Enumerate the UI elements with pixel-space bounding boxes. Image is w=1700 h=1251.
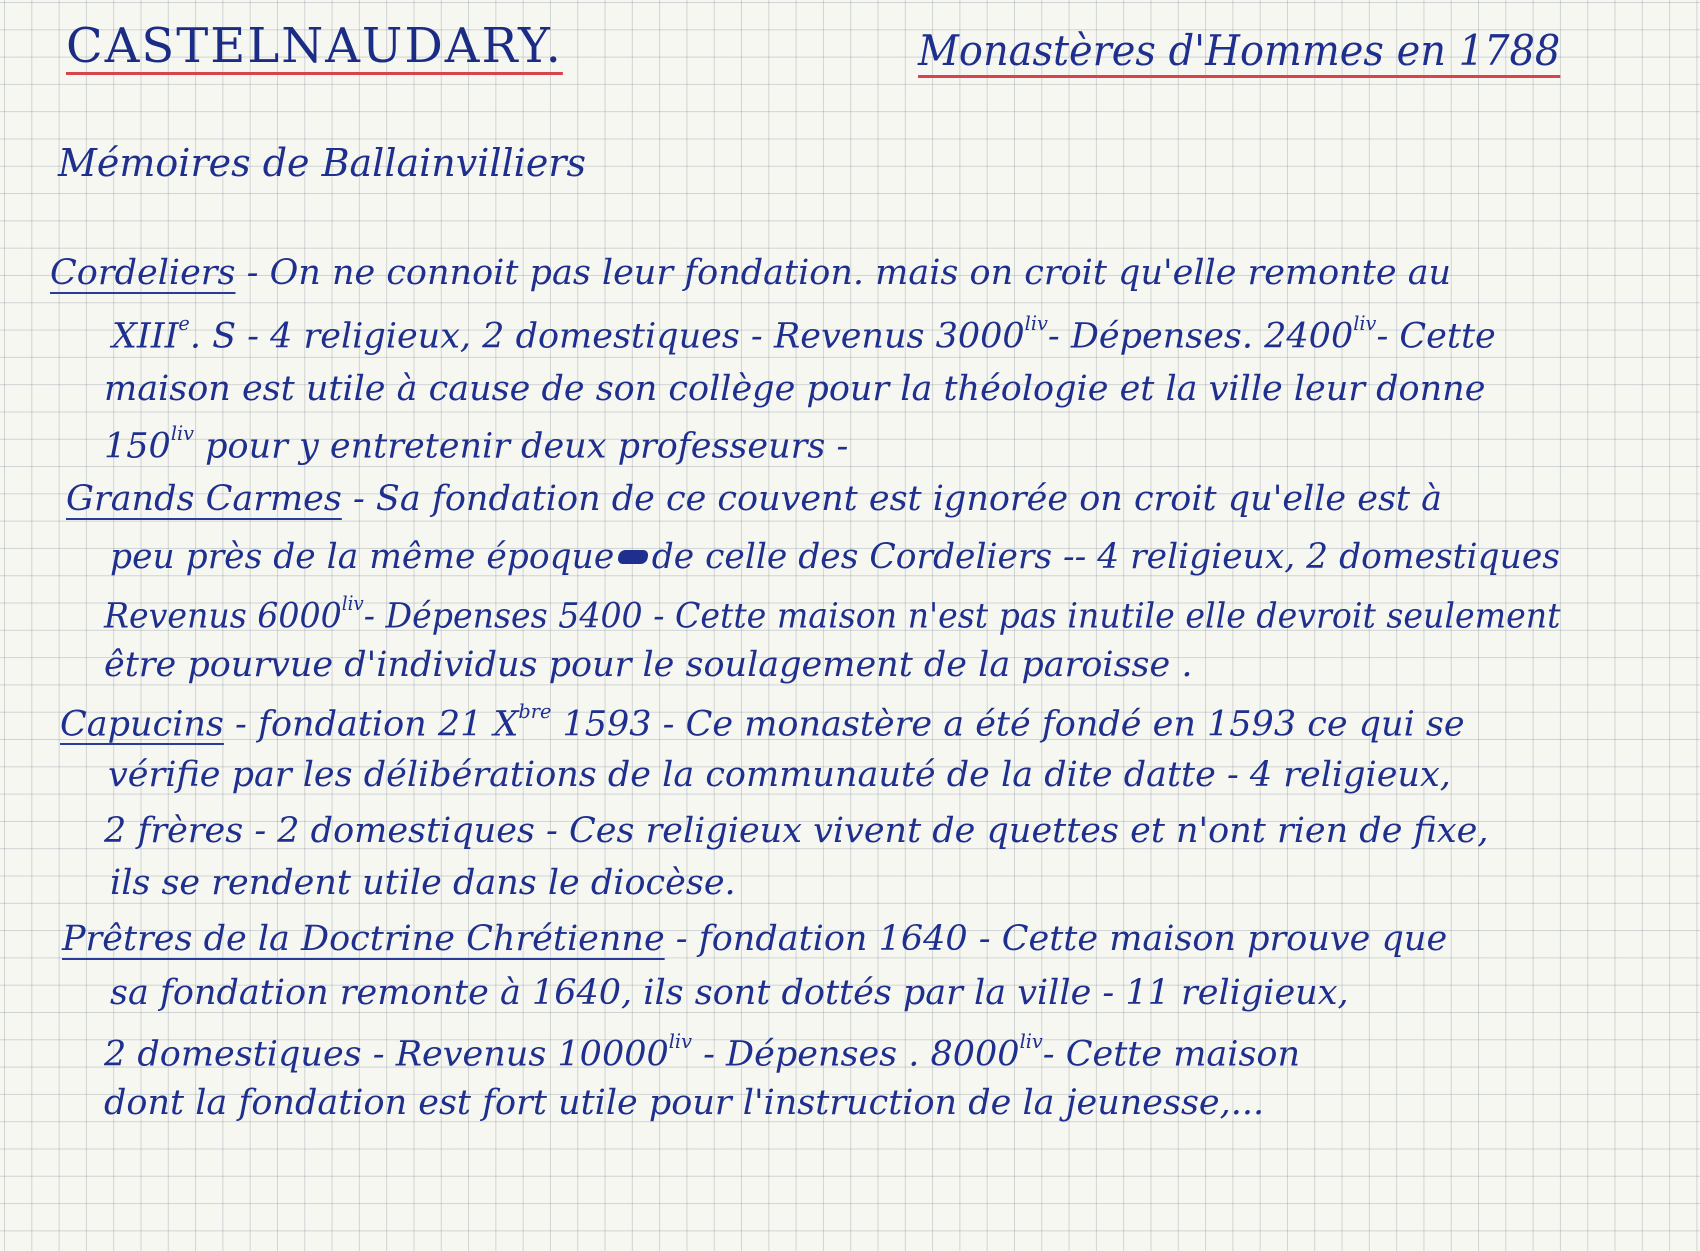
entry-text: de celle des Cordeliers -- 4 religieux, 2 domestiques — [651, 537, 1560, 577]
entry-text: vérifie par les délibérations de la communauté de la dite datte - 4 religieux, — [108, 755, 1451, 795]
entry-text: XIII — [112, 316, 179, 357]
entry-text: - Dépenses 5400 - Cette maison n'est pas inutile elle devroit seulement — [363, 596, 1561, 637]
entry-text: . S - 4 religieux, 2 domestiques - Revenus 3000 — [189, 316, 1025, 357]
entry-cordeliers-line-3 — [104, 369, 1486, 409]
entry-text: 1593 - Ce monastère a été fondé en 1593 ce qui se — [551, 704, 1465, 745]
entry-capucins-line-4 — [110, 863, 736, 903]
entry-text: dont la fondation est fort utile pour l'instruction de la jeunesse,... — [104, 1083, 1265, 1123]
entry-superscript: liv — [170, 422, 195, 445]
entry-text: pour y entretenir deux professeurs - — [194, 426, 849, 467]
entry-heading-cordeliers: Cordeliers — [50, 253, 236, 293]
entry-text: - Dépenses. 2400 — [1047, 316, 1354, 357]
entry-superscript: liv — [341, 592, 364, 615]
entry-superscript: liv — [1353, 312, 1377, 335]
entry-heading-capucins: Capucins — [60, 704, 224, 745]
entry-text: ils se rendent utile dans le diocèse. — [110, 863, 736, 903]
entry-doctrine-line-3 — [104, 1030, 1301, 1075]
entry-text: 2 frères - 2 domestiques - Ces religieux vivent de quettes et n'ont rien de fixe, — [104, 811, 1489, 851]
entry-text: peu près de la même époque — [110, 537, 615, 577]
entry-text: - Dépenses . 8000 — [691, 1034, 1020, 1075]
entry-cordeliers-line-1 — [50, 253, 1452, 293]
entry-text: - Cette maison — [1042, 1034, 1301, 1075]
entry-text: - On ne connoit pas leur fondation. mais on croit qu'elle remonte au — [246, 253, 1452, 293]
entry-heading-doctrine: Prêtres de la Doctrine Chrétienne — [62, 919, 665, 959]
entry-text: maison est utile à cause de son collège pour la théologie et la ville leur donne — [104, 369, 1486, 409]
entry-text: être pourvue d'individus pour le soulagement de la paroisse . — [104, 645, 1193, 685]
source-line: Mémoires de Ballainvilliers — [58, 141, 586, 185]
entry-capucins-line-3 — [104, 811, 1489, 851]
strikethrough-mark — [617, 550, 649, 564]
entry-grands-carmes-line-3 — [104, 592, 1561, 637]
entry-superscript: e — [178, 312, 190, 335]
entry-superscript: liv — [1024, 312, 1048, 335]
entry-doctrine-line-2 — [110, 973, 1349, 1013]
page-subtitle: Monastères d'Hommes en 1788 — [918, 26, 1561, 75]
entry-text: Revenus 6000 — [104, 596, 342, 637]
entry-text: - fondation 1640 - Cette maison prouve que — [675, 919, 1448, 959]
entry-text: - Cette — [1376, 316, 1496, 357]
entry-doctrine-line-4 — [104, 1083, 1265, 1123]
entry-grands-carmes-line-2 — [110, 537, 1560, 577]
entry-cordeliers-line-4 — [104, 422, 849, 467]
entry-capucins-line-2 — [108, 755, 1451, 795]
page-title: CASTELNAUDARY. — [66, 18, 563, 74]
entry-grands-carmes-line-1 — [66, 479, 1442, 519]
entry-grands-carmes-line-4 — [104, 645, 1193, 685]
entry-text: 2 domestiques - Revenus 10000 — [104, 1034, 669, 1075]
entry-text: - fondation 21 X — [235, 704, 519, 745]
entry-text: - Sa fondation de ce couvent est ignorée on croit qu'elle est à — [352, 479, 1442, 519]
entry-doctrine-line-1 — [62, 919, 1448, 959]
entry-capucins-line-1 — [60, 700, 1465, 745]
entry-superscript: liv — [668, 1030, 692, 1053]
entry-cordeliers-line-2 — [112, 312, 1496, 357]
entry-text: sa fondation remonte à 1640, ils sont dottés par la ville - 11 religieux, — [110, 973, 1349, 1013]
entry-superscript: bre — [518, 700, 552, 723]
entry-heading-grands-carmes: Grands Carmes — [66, 479, 342, 519]
entry-superscript: liv — [1019, 1030, 1043, 1053]
entry-text: 150 — [104, 426, 171, 467]
